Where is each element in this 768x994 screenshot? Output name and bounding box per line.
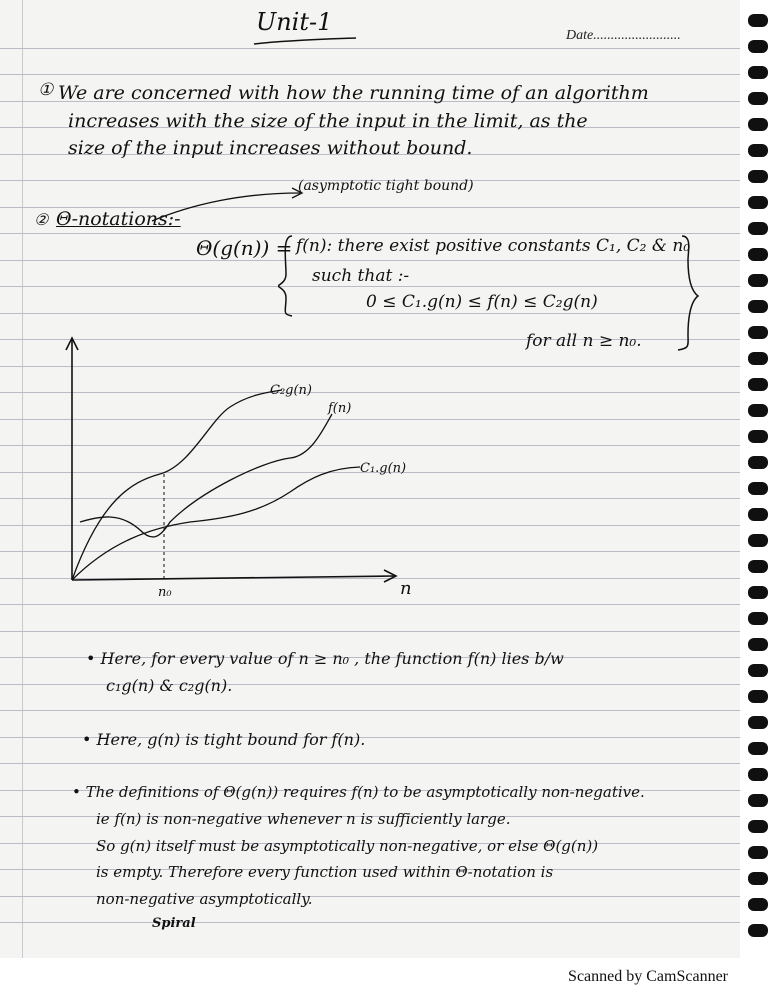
bullet-line: • The definitions of Θ(g(n)) requires f(n) to be asymptotically non-negative. xyxy=(72,783,645,801)
note1-line: size of the input increases without bound. xyxy=(68,137,473,159)
binding-hole xyxy=(748,40,768,53)
binding-hole xyxy=(748,196,768,209)
ruled-line xyxy=(0,48,740,49)
x-axis-label: n xyxy=(400,578,412,599)
binding-hole xyxy=(748,872,768,885)
ruled-line xyxy=(0,74,740,75)
x-axis xyxy=(72,576,394,580)
ruled-line xyxy=(0,922,740,923)
scanner-credit: Scanned by CamScanner xyxy=(568,968,728,985)
binding-hole xyxy=(748,92,768,105)
binding-hole xyxy=(748,274,768,287)
page-title: Unit-1 xyxy=(256,8,333,36)
c2g-curve xyxy=(72,390,282,580)
definition-inequality: 0 ≤ C₁.g(n) ≤ f(n) ≤ C₂g(n) xyxy=(366,292,598,312)
binding-hole xyxy=(748,404,768,417)
ruled-line xyxy=(0,763,740,764)
binding-hole xyxy=(748,820,768,833)
binding-hole xyxy=(748,508,768,521)
binding-hole xyxy=(748,560,768,573)
binding-hole xyxy=(748,742,768,755)
binding-hole xyxy=(748,768,768,781)
ruled-line xyxy=(0,631,740,632)
bullet-line: • Here, for every value of n ≥ n₀ , the function f(n) lies b/w xyxy=(86,649,564,668)
binding-hole xyxy=(748,378,768,391)
brand-logo: Spiral xyxy=(152,916,196,931)
definition-line: such that :- xyxy=(312,266,410,286)
title-underline xyxy=(250,36,360,48)
binding-hole xyxy=(748,170,768,183)
note2-marker: ② xyxy=(34,210,49,229)
binding-hole xyxy=(748,144,768,157)
theta-heading: Θ-notations:- xyxy=(56,208,181,230)
binding-hole xyxy=(748,586,768,599)
binding-hole xyxy=(748,664,768,677)
bullet-line: So g(n) itself must be asymptotically non-negative, or else Θ(g(n)) xyxy=(96,837,599,855)
bullet-line: • Here, g(n) is tight bound for f(n). xyxy=(82,730,366,749)
binding-hole xyxy=(748,612,768,625)
c1g-curve xyxy=(72,467,360,580)
binding-hole xyxy=(748,456,768,469)
binding-hole xyxy=(748,352,768,365)
bullet-line: c₁g(n) & c₂g(n). xyxy=(106,676,233,695)
asymptotic-graph xyxy=(60,332,420,612)
binding-hole xyxy=(748,66,768,79)
binding-hole xyxy=(748,690,768,703)
note1-line: We are concerned with how the running time of an algorithm xyxy=(58,82,649,104)
c2g-label: C₂g(n) xyxy=(270,383,312,398)
bullet-line: ie f(n) is non-negative whenever n is sufficiently large. xyxy=(96,810,511,828)
binding-hole xyxy=(748,222,768,235)
bullet-line: non-negative asymptotically. xyxy=(96,890,313,908)
binding-hole xyxy=(748,846,768,859)
binding-hole xyxy=(748,482,768,495)
definition-lhs: Θ(g(n)) = xyxy=(196,236,293,260)
binding-hole xyxy=(748,924,768,937)
n0-tick-label: n₀ xyxy=(158,585,172,600)
f-label: f(n) xyxy=(328,401,352,416)
note1-line: increases with the size of the input in the limit, as the xyxy=(68,110,588,132)
margin-line xyxy=(22,0,23,958)
binding-hole xyxy=(748,326,768,339)
binding-hole xyxy=(748,300,768,313)
binding-hole xyxy=(748,716,768,729)
binding-hole xyxy=(748,14,768,27)
c1g-label: C₁.g(n) xyxy=(360,461,407,476)
binding-hole xyxy=(748,794,768,807)
binding-hole xyxy=(748,248,768,261)
binding-hole xyxy=(748,430,768,443)
binding-hole xyxy=(748,534,768,547)
ruled-line xyxy=(0,710,740,711)
binding-hole xyxy=(748,898,768,911)
definition-condition: for all n ≥ n₀. xyxy=(526,331,642,351)
note1-marker: ① xyxy=(38,80,54,100)
binding-hole xyxy=(748,118,768,131)
date-label: Date......................... xyxy=(566,28,681,43)
binding-hole xyxy=(748,638,768,651)
asymptotic-annotation: (asymptotic tight bound) xyxy=(298,178,474,194)
definition-line: f(n): there exist positive constants C₁, C₂ & n₀ xyxy=(296,236,691,256)
bullet-line: is empty. Therefore every function used within Θ-notation is xyxy=(96,863,554,881)
